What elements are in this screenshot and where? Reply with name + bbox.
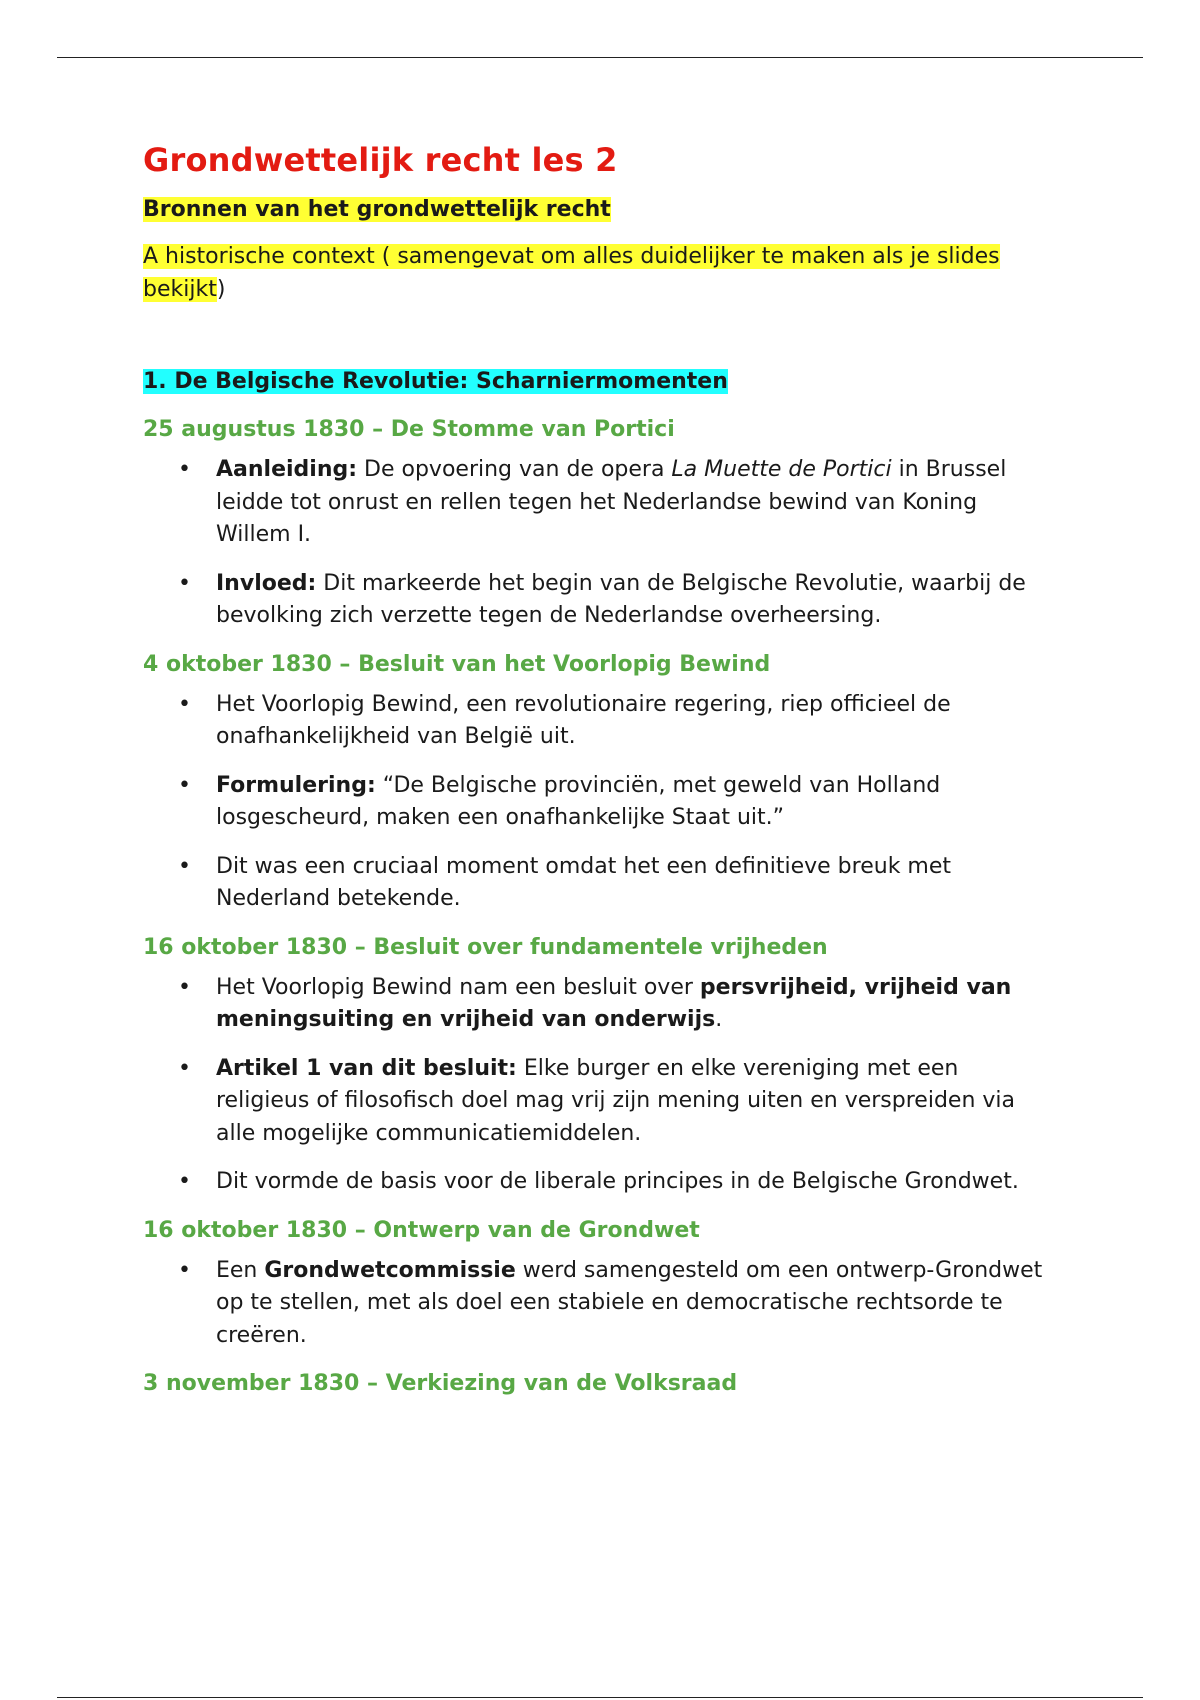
context-note	[143, 240, 1043, 306]
item-text: Een	[216, 1257, 265, 1283]
list-item	[143, 1166, 1058, 1199]
item-label: Invloed:	[216, 570, 317, 596]
bullet-icon: •	[178, 1169, 191, 1194]
event-heading: 4 oktober 1830 – Besluit van het Voorlopig Bewind	[143, 651, 771, 677]
item-text: De opvoering van de opera	[357, 457, 672, 482]
list-item	[143, 972, 1058, 1037]
item-text: in Brussel leidde tot onrust en rellen tegen het Nederlandse bewind van Koning Willem I.	[216, 457, 1007, 547]
item-label: Formulering:	[216, 772, 376, 798]
item-text: Het Voorlopig Bewind, een revolutionaire regering, riep officieel de onafhankelijkheid van België uit.	[216, 691, 951, 749]
item-text: Elke burger en elke vereniging met een religieus of filosofisch doel mag vrij zijn mening uiten en verspreiden via alle mogelijke communicatiemiddelen.	[216, 1055, 1015, 1146]
subtitle-text: Bronnen van het grondwettelijk recht	[143, 197, 611, 222]
bullet-icon: •	[178, 853, 191, 879]
bullet-list	[143, 972, 1063, 1199]
page-bottom-rule	[57, 1697, 1143, 1698]
section-heading-text: 1. De Belgische Revolutie: Scharniermomenten	[143, 369, 728, 394]
item-bold-text: persvrijheid, vrijheid van meningsuiting en vrijheid van onderwijs	[216, 974, 1012, 1032]
bullet-icon: •	[178, 1055, 191, 1081]
bullet-icon: •	[178, 974, 191, 1000]
page-title: Grondwettelijk recht les 2	[143, 141, 618, 179]
bullet-list	[143, 454, 1063, 633]
page-top-rule	[57, 57, 1143, 58]
context-tail-text: )	[216, 277, 226, 302]
item-text: Het Voorlopig Bewind nam een besluit over	[216, 974, 700, 1000]
bullet-icon: •	[178, 457, 191, 482]
list-item	[143, 1053, 1058, 1151]
item-text: Dit was een cruciaal moment omdat het een definitieve breuk met Nederland betekende.	[216, 853, 952, 911]
event-heading: 16 oktober 1830 – Ontwerp van de Grondwet	[143, 1217, 700, 1243]
item-italic: La Muette de Portici	[671, 457, 892, 482]
event-heading: 16 oktober 1830 – Besluit over fundamentele vrijheden	[143, 934, 828, 960]
list-item	[143, 454, 1058, 552]
item-label: Aanleiding:	[216, 457, 358, 482]
item-text: Dit markeerde het begin van de Belgische Revolutie, waarbij de bevolking zich verzette tegen de Nederlandse overheersing.	[216, 570, 1026, 628]
bullet-list	[143, 689, 1063, 916]
event-heading: 25 augustus 1830 – De Stomme van Portici	[143, 417, 675, 442]
list-item	[143, 851, 1058, 916]
bullet-icon: •	[178, 772, 191, 798]
bullet-list	[143, 1255, 1063, 1353]
list-item	[143, 689, 1058, 754]
list-item	[143, 568, 1058, 633]
item-text: Dit vormde de basis voor de liberale principes in de Belgische Grondwet.	[216, 1169, 1019, 1194]
item-text: .	[715, 1007, 723, 1032]
item-bold-text: Grondwetcommissie	[264, 1257, 516, 1283]
event-heading: 3 november 1830 – Verkiezing van de Volksraad	[143, 1371, 738, 1396]
item-text: “De Belgische provinciën, met geweld van Holland losgescheurd, maken een onafhankelijke Staat uit.”	[216, 772, 941, 830]
context-highlighted-text: A historische context ( samengevat om alles duidelijker te maken als je slides bekijkt	[143, 244, 1000, 302]
bullet-icon: •	[178, 691, 191, 717]
bullet-icon: •	[178, 570, 191, 596]
list-item	[143, 770, 1058, 835]
item-label: Artikel 1 van dit besluit:	[216, 1055, 517, 1081]
subtitle	[143, 194, 1063, 226]
bullet-icon: •	[178, 1257, 191, 1283]
section-heading	[143, 366, 1063, 398]
item-text: werd samengesteld om een ontwerp-Grondwet op te stellen, met als doel een stabiele en democratische rechtsorde te creëren.	[216, 1257, 1043, 1348]
document-body	[143, 138, 1063, 1400]
list-item	[143, 1255, 1058, 1353]
